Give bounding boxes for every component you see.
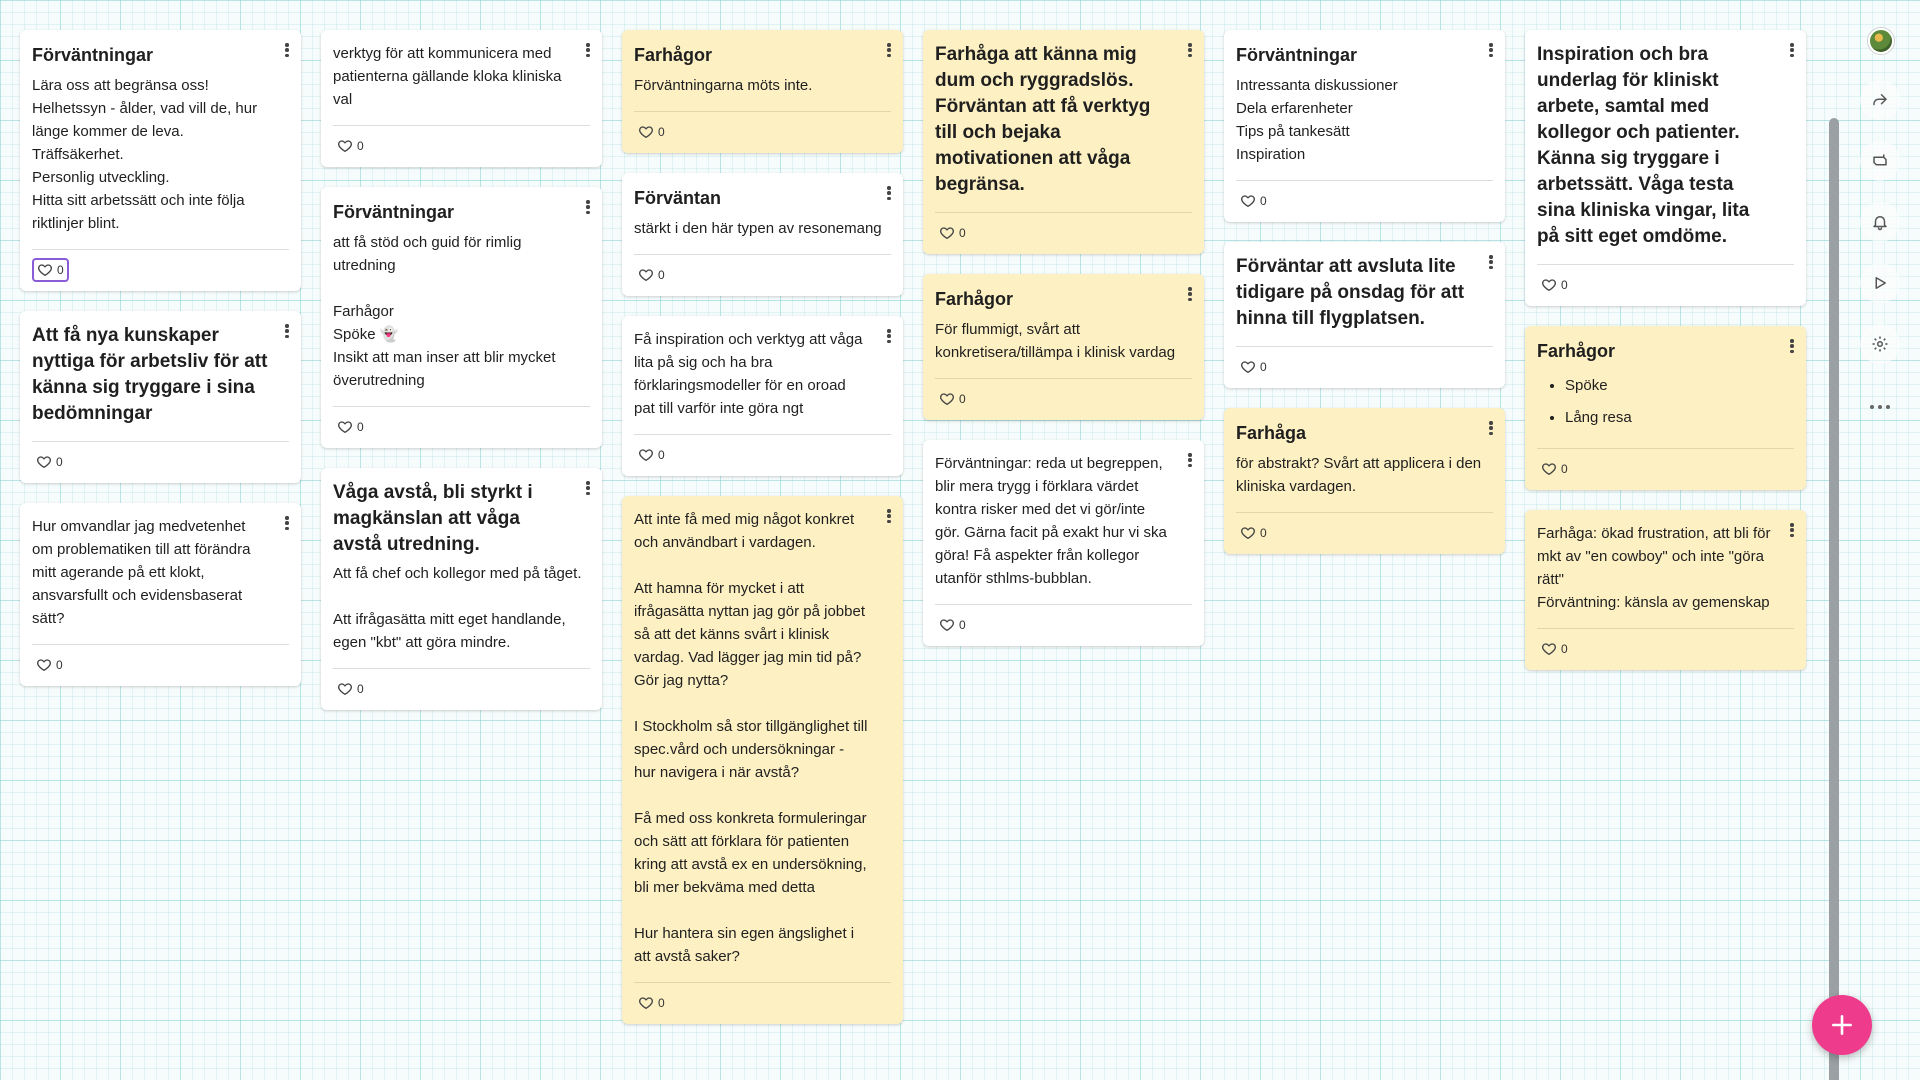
like-button[interactable]: [634, 264, 669, 286]
post-card[interactable]: [622, 30, 903, 153]
slideshow-icon: [1871, 152, 1889, 170]
like-button[interactable]: [935, 222, 970, 244]
post-footer: [935, 604, 1192, 646]
board-column: [923, 30, 1204, 646]
like-count: 0: [658, 124, 665, 139]
post-card[interactable]: [321, 468, 602, 710]
post-footer: [1537, 264, 1794, 306]
like-button[interactable]: [634, 992, 669, 1014]
board-column: [622, 30, 903, 1024]
like-count: 0: [658, 995, 665, 1010]
post-menu-icon[interactable]: [582, 197, 594, 217]
post-title: Farhåga: [1236, 423, 1307, 443]
share-icon: [1871, 91, 1889, 109]
post-menu-icon[interactable]: [582, 40, 594, 60]
post-title: Förväntningar: [333, 202, 455, 222]
post-body: stärkt i den här typen av resonemang: [634, 220, 882, 237]
post-menu-icon[interactable]: [883, 326, 895, 346]
share-button[interactable]: [1860, 80, 1900, 120]
heart-icon: [638, 267, 654, 283]
post-card[interactable]: [1525, 510, 1806, 670]
like-count: 0: [1260, 359, 1267, 374]
post-footer: [32, 644, 289, 686]
post-footer: [1537, 628, 1794, 670]
heart-icon: [36, 454, 52, 470]
heart-icon: [939, 225, 955, 241]
post-footer: [634, 434, 891, 476]
heart-icon: [939, 391, 955, 407]
post-menu-icon[interactable]: [1184, 450, 1196, 470]
heart-icon: [1240, 525, 1256, 541]
heart-icon: [638, 124, 654, 140]
post-title: Förväntan: [634, 188, 722, 208]
post-footer: [1537, 448, 1794, 490]
more-options-button[interactable]: [1870, 405, 1890, 409]
post-menu-icon[interactable]: [1786, 40, 1798, 60]
post-card[interactable]: [1525, 30, 1806, 306]
board-column: [321, 30, 602, 710]
like-count: 0: [959, 617, 966, 632]
post-menu-icon[interactable]: [1485, 252, 1497, 272]
post-footer: [634, 254, 891, 296]
post-card[interactable]: [1224, 242, 1505, 388]
like-button[interactable]: [935, 388, 970, 410]
like-count: 0: [357, 419, 364, 434]
like-count: 0: [658, 267, 665, 282]
post-title: Farhågor: [634, 45, 713, 65]
post-footer: [32, 441, 289, 483]
heart-icon: [1541, 461, 1557, 477]
like-count: 0: [1561, 277, 1568, 292]
post-footer: [333, 125, 590, 167]
post-menu-icon[interactable]: [883, 40, 895, 60]
notifications-button[interactable]: [1860, 202, 1900, 242]
play-button[interactable]: [1860, 263, 1900, 303]
post-footer: [634, 982, 891, 1024]
post-footer: [935, 378, 1192, 420]
heart-icon: [1240, 193, 1256, 209]
post-body: Att få chef och kollegor med på tåget. Att ifrågasätta mitt eget handlande, egen "kbt" att göra mindre.: [333, 565, 582, 651]
post-title: Farhåga att känna mig dum och ryggradslös. Förväntan att få verktyg till och bejaka motivationen att våga begränsa.: [935, 44, 1151, 195]
like-button[interactable]: [1236, 356, 1271, 378]
like-button[interactable]: [333, 416, 368, 438]
post-title: Farhågor: [935, 289, 1014, 309]
post-card[interactable]: [1525, 326, 1806, 490]
post-title: Inspiration och bra underlag för kliniskt arbete, samtal med kollegor och patienter. Känna sig tryggare i arbetssätt. Våga testa sina kliniska vingar, lita på sitt eget omdöme.: [1537, 44, 1750, 247]
heart-icon: [939, 617, 955, 633]
like-button[interactable]: [634, 444, 669, 466]
like-button[interactable]: [1236, 190, 1271, 212]
post-body: Intressanta diskussioner Dela erfarenheter Tips på tankesätt Inspiration: [1236, 77, 1398, 163]
post-body: [1537, 370, 1794, 434]
post-card[interactable]: [20, 503, 301, 686]
like-count: 0: [1561, 641, 1568, 656]
post-footer: [935, 212, 1192, 254]
post-card[interactable]: [923, 30, 1204, 254]
post-title: Att få nya kunskaper nyttiga för arbetsliv för att känna sig tryggare i sina bedömningar: [32, 325, 268, 424]
heart-icon: [337, 138, 353, 154]
like-count: 0: [357, 138, 364, 153]
post-card[interactable]: [1224, 408, 1505, 554]
like-count: 0: [658, 447, 665, 462]
slideshow-button[interactable]: [1860, 141, 1900, 181]
post-menu-icon[interactable]: [1184, 284, 1196, 304]
post-footer: [1236, 346, 1493, 388]
post-menu-icon[interactable]: [883, 183, 895, 203]
post-card[interactable]: [20, 30, 301, 291]
post-body: för abstrakt? Svårt att applicera i den kliniska vardagen.: [1236, 455, 1482, 495]
post-card[interactable]: [321, 30, 602, 167]
plus-icon: [1829, 1012, 1855, 1038]
like-button[interactable]: [1537, 638, 1572, 660]
like-button[interactable]: [1537, 274, 1572, 296]
post-title: Förväntar att avsluta lite tidigare på onsdag för att hinna till flygplatsen.: [1236, 256, 1465, 329]
post-body: Förväntningarna möts inte.: [634, 77, 813, 94]
board-column: [20, 30, 301, 686]
post-menu-icon[interactable]: [1485, 40, 1497, 60]
bell-icon: [1871, 213, 1889, 231]
post-body: verktyg för att kommunicera med patienterna gällande kloka kliniska val: [333, 45, 562, 108]
vertical-scrollbar[interactable]: [1829, 118, 1839, 1080]
post-card[interactable]: [622, 496, 903, 1024]
post-card[interactable]: [20, 311, 301, 483]
heart-icon: [36, 657, 52, 673]
post-body: Farhåga: ökad frustration, att bli för mkt av "en cowboy" och inte "göra rätt" Förväntning: känsla av gemenskap: [1537, 525, 1771, 611]
post-body: Hur omvandlar jag medvetenhet om problematiken till att förändra mitt agerande på ett klokt, ansvarsfullt och evidensbaserat sätt?: [32, 518, 251, 627]
post-menu-icon[interactable]: [582, 478, 594, 498]
post-title: Förväntningar: [32, 45, 154, 65]
like-count: 0: [1561, 461, 1568, 476]
post-body: Förväntningar: reda ut begreppen, blir mera trygg i förklara värdet kontra risker med det vi gör/inte gör. Gärna facit på exakt hur vi ska göra! Få aspekter från kollegor utanför sthlms-bubblan.: [935, 455, 1167, 587]
heart-icon: [1541, 641, 1557, 657]
gear-icon: [1871, 335, 1889, 353]
like-button[interactable]: [32, 654, 67, 676]
post-menu-icon[interactable]: [1485, 418, 1497, 438]
like-count: 0: [56, 454, 63, 469]
post-footer: [32, 249, 289, 291]
post-menu-icon[interactable]: [883, 506, 895, 526]
post-menu-icon[interactable]: [1184, 40, 1196, 60]
post-title: Förväntningar: [1236, 45, 1358, 65]
add-post-button[interactable]: [1812, 995, 1872, 1055]
post-menu-icon[interactable]: [281, 321, 293, 341]
post-footer: [1236, 180, 1493, 222]
heart-icon: [1240, 359, 1256, 375]
post-list-item: • Spöke: [1565, 370, 1788, 402]
like-button[interactable]: [32, 258, 69, 282]
like-count: 0: [1260, 525, 1267, 540]
post-card[interactable]: [321, 187, 602, 448]
board-column: [1525, 30, 1806, 670]
post-menu-icon[interactable]: [1786, 336, 1798, 356]
post-title: Farhågor: [1537, 341, 1616, 361]
post-card[interactable]: [622, 173, 903, 296]
post-body: Få inspiration och verktyg att våga lita på sig och ha bra förklaringsmodeller för en oroad pat till varför inte göra ngt: [634, 331, 863, 417]
post-card[interactable]: [923, 274, 1204, 420]
post-body: Lära oss att begränsa oss! Helhetssyn - ålder, vad vill de, hur länge kommer de leva. Träffsäkerhet. Personlig utveckling. Hitta sitt arbetssätt och inte följa riktlinjer blint.: [32, 77, 258, 232]
heart-icon: [337, 681, 353, 697]
like-count: 0: [959, 391, 966, 406]
like-count: 0: [57, 262, 64, 277]
heart-icon: [1541, 277, 1557, 293]
heart-icon: [638, 995, 654, 1011]
like-count: 0: [1260, 193, 1267, 208]
heart-icon: [337, 419, 353, 435]
heart-icon: [37, 262, 53, 278]
post-list-item: • Lång resa: [1565, 402, 1788, 434]
user-avatar[interactable]: [1868, 28, 1894, 54]
play-icon: [1871, 274, 1889, 292]
post-menu-icon[interactable]: [281, 513, 293, 533]
like-count: 0: [959, 225, 966, 240]
post-card[interactable]: [1224, 30, 1505, 222]
post-card[interactable]: [622, 316, 903, 476]
like-button[interactable]: [1537, 458, 1572, 480]
post-footer: [1236, 512, 1493, 554]
post-footer: [634, 111, 891, 153]
like-button[interactable]: [634, 121, 669, 143]
post-footer: [333, 406, 590, 448]
post-card[interactable]: [923, 440, 1204, 646]
like-button[interactable]: [1236, 522, 1271, 544]
like-button[interactable]: [333, 678, 368, 700]
like-count: 0: [357, 681, 364, 696]
board-column: [1224, 30, 1505, 554]
post-footer: [333, 668, 590, 710]
settings-button[interactable]: [1860, 324, 1900, 364]
post-menu-icon[interactable]: [281, 40, 293, 60]
post-body: Att inte få med mig något konkret och användbart i vardagen. Att hamna för mycket i att ifrågasätta nyttan jag gör på jobbet så att det känns svårt i klinisk vardag. Vad lägger jag min tid på? Gör jag nytta? I Stockholm så stor tillgänglighet till spec.vård och undersökningar - hur navigera i när avstå? Få med oss konkreta formuleringar och sätt att förklara för patienten kring att avstå ex en undersökning, bli mer bekväma med detta Hur hantera sin egen ängslighet i att avstå saker?: [634, 511, 868, 965]
post-body: För flummigt, svårt att konkretisera/tillämpa i klinisk vardag: [935, 321, 1176, 361]
like-button[interactable]: [32, 451, 67, 473]
like-count: 0: [56, 657, 63, 672]
post-title: Våga avstå, bli styrkt i magkänslan att våga avstå utredning.: [333, 482, 533, 555]
heart-icon: [638, 447, 654, 463]
like-button[interactable]: [935, 614, 970, 636]
post-body: att få stöd och guid för rimlig utredning Farhågor Spöke 👻 Insikt att man inser att blir mycket överutredning: [333, 234, 556, 389]
like-button[interactable]: [333, 135, 368, 157]
post-menu-icon[interactable]: [1786, 520, 1798, 540]
